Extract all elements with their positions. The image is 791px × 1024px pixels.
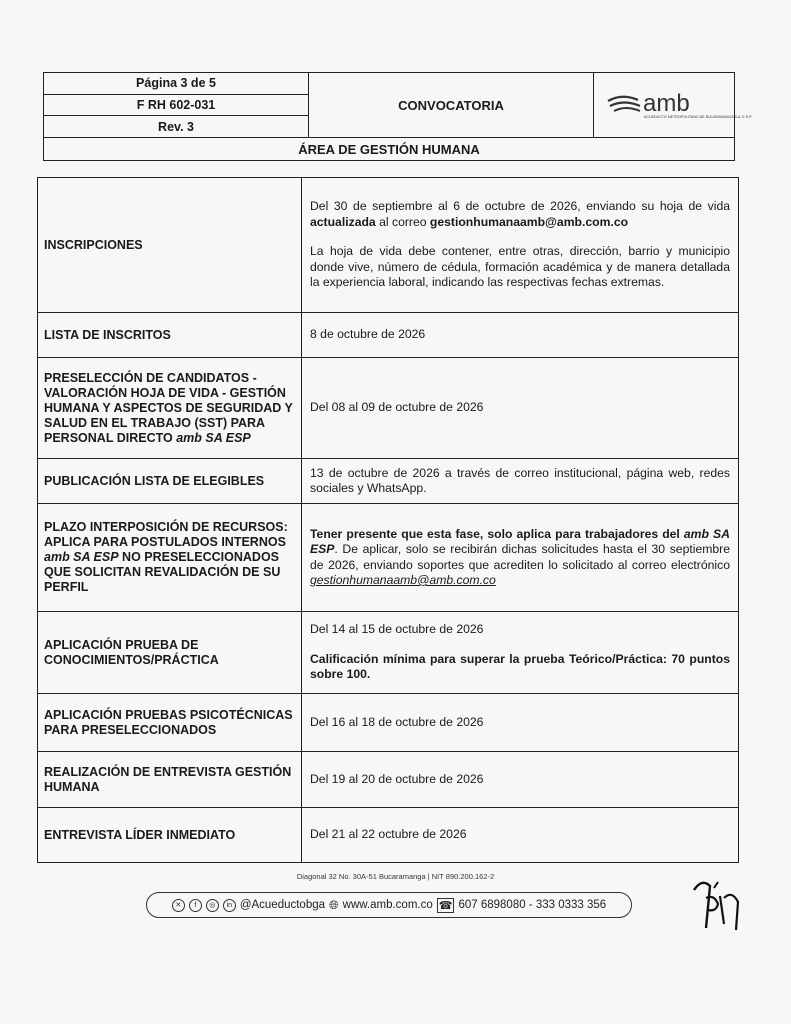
document-header xyxy=(43,72,753,161)
table-row xyxy=(38,178,738,313)
facebook-icon: f xyxy=(189,899,202,912)
row-label: APLICACIÓN PRUEBA DE CONOCIMIENTOS/PRÁCTICA xyxy=(38,612,302,693)
table-row xyxy=(38,504,738,612)
table-row xyxy=(38,752,738,808)
phone-numbers: 607 6898080 - 333 0333 356 xyxy=(458,899,607,911)
row-value: Del 08 al 09 de octubre de 2026 xyxy=(310,400,484,415)
table-row xyxy=(38,459,738,504)
row-label: PUBLICACIÓN LISTA DE ELEGIBLES xyxy=(38,459,302,503)
row-value: Del 21 al 22 octubre de 2026 xyxy=(310,827,467,842)
table-row xyxy=(38,313,738,358)
table-row xyxy=(38,612,738,694)
row-label: APLICACIÓN PRUEBAS PSICOTÉCNICAS PARA PRESELECCIONADOS xyxy=(38,694,302,751)
document-title: CONVOCATORIA xyxy=(309,73,594,137)
logo-subtext: ACUEDUCTO METROPOLITANO DE BUCARAMANGA S.A. E.S.P. xyxy=(644,115,753,119)
logo-wordmark: amb xyxy=(643,90,690,117)
row-value: Del 16 al 18 de octubre de 2026 xyxy=(310,714,484,729)
form-code: F RH 602-031 xyxy=(44,95,308,117)
handwritten-signature xyxy=(684,868,754,938)
contact-bar xyxy=(146,892,632,918)
row-label: PLAZO INTERPOSICIÓN DE RECURSOS: APLICA PARA POSTULADOS INTERNOS amb SA ESP NO PRESELECCIONADOS QUE SOLICITAN REVALIDACIÓN DE SU PERFIL xyxy=(38,504,302,611)
row-value: 8 de octubre de 2026 xyxy=(310,327,426,342)
globe-icon: 🌐︎ xyxy=(329,897,339,912)
row-label: INSCRIPCIONES xyxy=(38,178,302,312)
row-label: REALIZACIÓN DE ENTREVISTA GESTIÓN HUMANA xyxy=(38,752,302,807)
email-link[interactable]: gestionhumanaamb@amb.com.co xyxy=(310,573,496,587)
amb-logo xyxy=(594,73,753,137)
footer-address: Diagonal 32 No. 30A-51 Bucaramanga | NIT 890.200.162-2 xyxy=(296,872,495,881)
linkedin-icon: in xyxy=(223,899,236,912)
row-label: ENTREVISTA LÍDER INMEDIATO xyxy=(38,808,302,862)
website[interactable]: www.amb.com.co xyxy=(342,899,433,911)
social-handle: @Acueductobga xyxy=(239,899,326,911)
x-icon: ✕ xyxy=(172,899,185,912)
phone-icon: ☎ xyxy=(438,899,453,912)
page-number: Página 3 de 5 xyxy=(44,73,308,95)
document-meta xyxy=(44,73,309,137)
row-value: Del 14 al 15 de octubre de 2026 Calificación mínima para superar la prueba Teórico/Práctica: 70 puntos sobre 100. xyxy=(310,622,730,682)
instagram-icon: ◎ xyxy=(206,899,219,912)
table-row xyxy=(38,358,738,459)
row-value: Del 30 de septiembre al 6 de octubre de 2026, enviando su hoja de vida actualizada al correo gestionhumanaamb@amb.com.co La hoja de vida debe contener, entre otras, dirección, barrio y municipio donde vive, número de cédula, formación académica y de manera detallada la experiencia laboral, indicando las respectivas fechas extremas. xyxy=(310,199,730,290)
area-title: ÁREA DE GESTIÓN HUMANA xyxy=(298,142,480,157)
row-value: 13 de octubre de 2026 a través de correo institucional, página web, redes sociales y WhatsApp. xyxy=(310,465,730,495)
row-value: Tener presente que esta fase, solo aplica para trabajadores del amb SA ESP. De aplicar, solo se recibirán dichas solicitudes hasta el 30 septiembre de 2026, enviando soportes que acrediten lo solicitado al correo electrónico gestionhumanaamb@amb.com.co xyxy=(310,526,730,587)
row-value: Del 19 al 20 de octubre de 2026 xyxy=(310,771,484,786)
row-label: PRESELECCIÓN DE CANDIDATOS - VALORACIÓN HOJA DE VIDA - GESTIÓN HUMANA Y ASPECTOS DE SEGURIDAD Y SALUD EN EL TRABAJO (SST) PARA PERSONAL DIRECTO amb SA ESP xyxy=(38,358,302,458)
row-label: LISTA DE INSCRITOS xyxy=(38,313,302,357)
table-row xyxy=(38,694,738,752)
schedule-table xyxy=(37,177,739,863)
revision: Rev. 3 xyxy=(158,119,194,134)
table-row xyxy=(38,808,738,862)
